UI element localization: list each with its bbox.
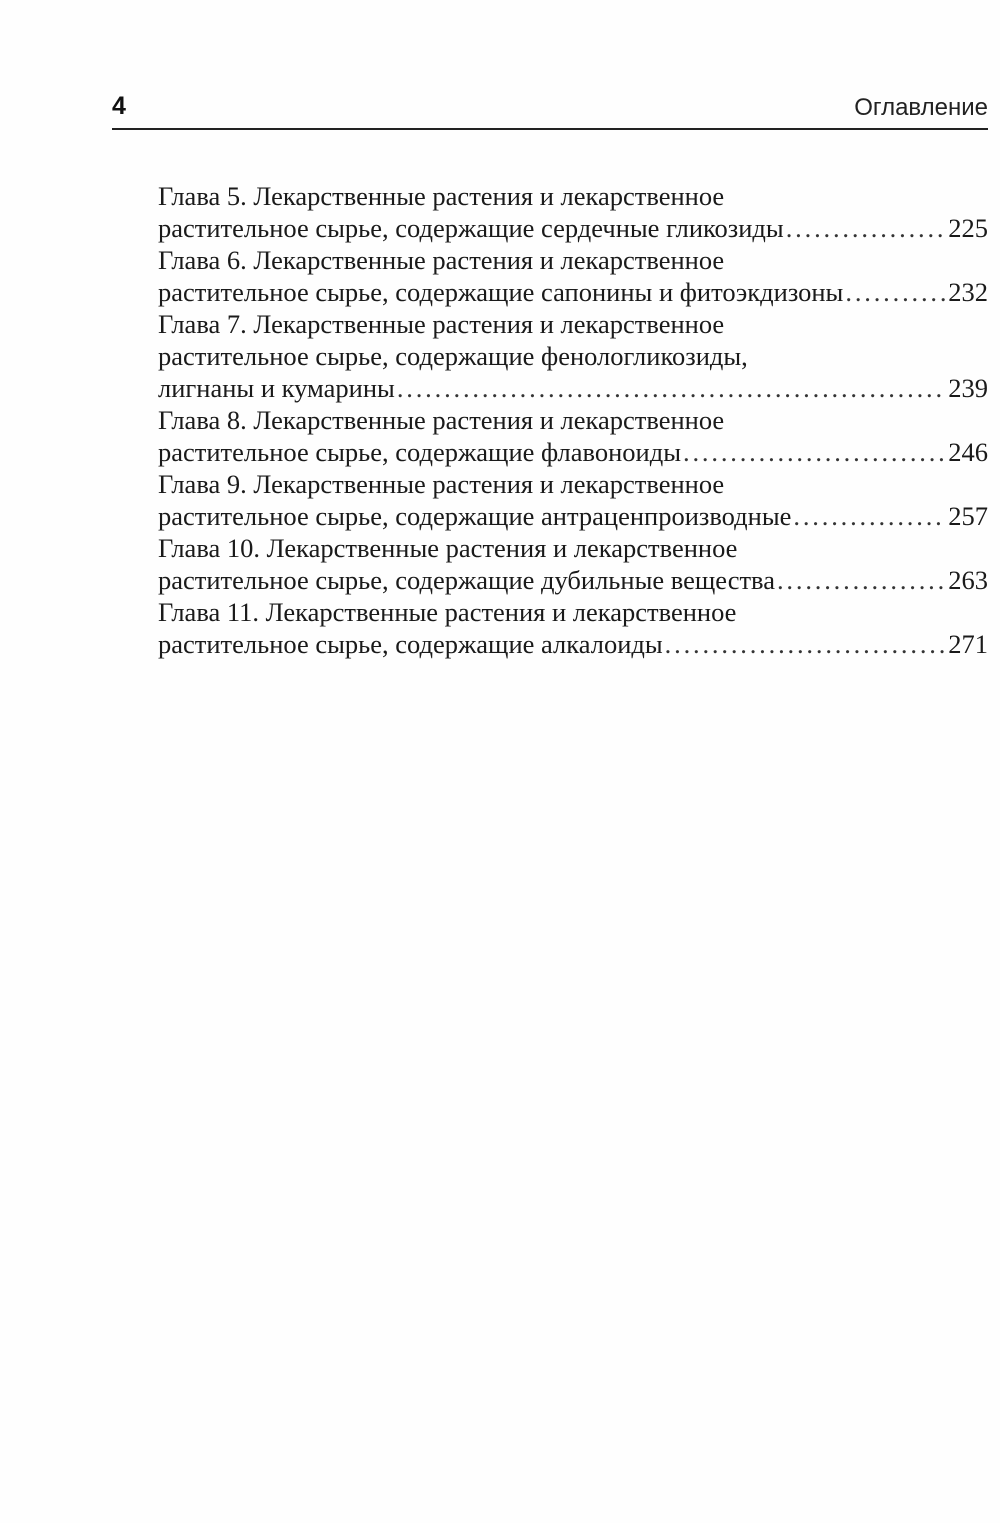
toc-entry-line	[158, 596, 988, 628]
dot-leader	[777, 564, 946, 596]
toc-entry-text: Глава 9. Лекарственные растения и лекарственное	[158, 469, 725, 499]
toc-entry-text: Глава 5. Лекарственные растения и лекарственное	[158, 181, 725, 211]
toc-entry-text: лигнаны и кумарины	[158, 373, 395, 403]
toc-entry-text: растительное сырье, содержащие сапонины и фитоэкдизоны	[158, 277, 844, 307]
dot-leader	[845, 276, 946, 308]
toc-entry-line	[158, 180, 988, 212]
toc-entry-last-line	[158, 500, 988, 532]
page-number: 4	[112, 92, 126, 120]
toc-entry-last-line	[158, 564, 988, 596]
toc-entry-text: растительное сырье, содержащие алкалоиды	[158, 629, 663, 659]
toc-page-number: 246	[948, 437, 988, 467]
toc-entry-text: растительное сырье, содержащие антраценпроизводные	[158, 501, 792, 531]
toc-page-number: 239	[948, 373, 988, 403]
toc-entry	[158, 468, 988, 532]
toc-entry-last-line	[158, 372, 988, 404]
toc-entry	[158, 308, 988, 404]
running-title: Оглавление	[854, 94, 988, 121]
toc-entry-line	[158, 468, 988, 500]
toc-entry-line	[158, 340, 988, 372]
toc-page-number: 225	[948, 213, 988, 243]
table-of-contents	[158, 180, 988, 660]
toc-entry-last-line	[158, 212, 988, 244]
toc-entry	[158, 532, 988, 596]
dot-leader	[665, 628, 947, 660]
toc-entry	[158, 180, 988, 244]
toc-entry-last-line	[158, 276, 988, 308]
toc-entry-last-line	[158, 628, 988, 660]
dot-leader	[397, 372, 946, 404]
dot-leader	[793, 500, 946, 532]
toc-entry-text: Глава 6. Лекарственные растения и лекарственное	[158, 245, 725, 275]
toc-entry	[158, 404, 988, 468]
toc-entry-text: Глава 8. Лекарственные растения и лекарственное	[158, 405, 725, 435]
toc-entry-text: Глава 10. Лекарственные растения и лекарственное	[158, 533, 738, 563]
toc-entry	[158, 596, 988, 660]
toc-entry-text: растительное сырье, содержащие флавоноиды	[158, 437, 682, 467]
toc-entry-text: растительное сырье, содержащие сердечные гликозиды	[158, 213, 784, 243]
toc-entry-line	[158, 404, 988, 436]
toc-entry-line	[158, 244, 988, 276]
page-header	[112, 92, 988, 130]
toc-entry-text: растительное сырье, содержащие фенологликозиды,	[158, 341, 748, 371]
toc-entry-text: Глава 11. Лекарственные растения и лекарственное	[158, 597, 737, 627]
toc-entry-last-line	[158, 436, 988, 468]
toc-page-number: 263	[948, 565, 988, 595]
toc-page-number: 257	[948, 501, 988, 531]
toc-entry	[158, 244, 988, 308]
toc-entry-line	[158, 532, 988, 564]
dot-leader	[683, 436, 946, 468]
toc-page-number: 271	[948, 629, 988, 659]
dot-leader	[786, 212, 947, 244]
toc-entry-text: Глава 7. Лекарственные растения и лекарственное	[158, 309, 725, 339]
toc-entry-line	[158, 308, 988, 340]
toc-page-number: 232	[948, 277, 988, 307]
toc-entry-text: растительное сырье, содержащие дубильные вещества	[158, 565, 775, 595]
